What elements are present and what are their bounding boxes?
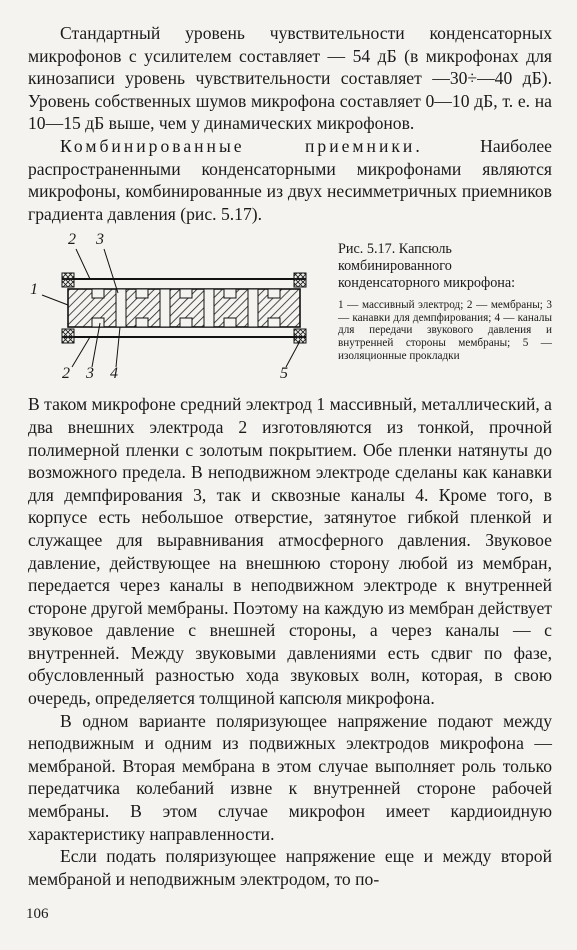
caption-legend: 1 — массивный электрод; 2 — мембраны; 3 — канавки для демпфирования; 4 — каналы для передачи звукового давления и внутренней стороны мембраны; 5 — изоляционные прокладки — [338, 299, 552, 362]
page-body — [28, 22, 552, 890]
paragraph-variant-one: В одном варианте поляризующее напряжение подают между неподвижным и одним из подвижных электродов микрофона — мембраной. Вторая мембрана в этом случае выполняет роль только передатчика колебаний извне к внутренней стороне рабочей мембраны. В этом случае микрофон имеет кардиоидную характеристику направленности. — [28, 710, 552, 844]
capsule-diagram — [28, 231, 328, 387]
page-number: 106 — [26, 906, 49, 922]
paragraph-combined-text: Наиболее распространенными конденсаторными микрофонами являются микрофоны, комбинированные из двух несимметричных приемников градиента давления (рис. 5.17). — [28, 135, 552, 224]
label-left-1: 1 — [30, 281, 38, 299]
label-top-3: 3 — [96, 231, 104, 249]
label-top-2: 2 — [68, 231, 76, 249]
section-heading: Комбинированные приемники. — [60, 135, 423, 156]
caption-title: Рис. 5.17. Капсюль комбинированного конденсаторного микрофона: — [338, 241, 516, 291]
label-bottom-5: 5 — [280, 365, 288, 383]
figure-caption — [338, 237, 552, 387]
paragraph-combined-receivers — [28, 135, 552, 225]
label-bottom-2: 2 — [62, 365, 70, 383]
figure-5-17 — [28, 231, 552, 387]
label-bottom-3: 3 — [86, 365, 94, 383]
label-bottom-4: 4 — [110, 365, 118, 383]
paragraph-description: В таком микрофоне средний электрод 1 массивный, металлический, а два внешних электрода 2 изготовляются из тонкой, прочной полимерной пленки с золотым покрытием. Обе пленки натянуты до возможного предела. В неподвижном электроде сделаны как канавки для демпфирования 3, так и сквозные каналы 4. Кроме того, в корпусе есть небольшое отверстие, затянутое гибкой пленкой и служащее для выравнивания атмосферного давления. Звуковое давление, действующее на внешнюю сторону любой из мембран, передается через каналы в неподвижном электроде к внутренней стороне другой мембраны. Поэтому на каждую из мембран действует звуковое давление с внешней стороны, а через каналы — с внутренней. Между звуковыми давлениями есть сдвиг по фазе, обусловленный разностью хода звуковых волн, которая, в свою очередь, определяется толщиной капсюля микрофона. — [28, 394, 552, 709]
paragraph-variant-two: Если подать поляризующее напряжение еще и между второй мембраной и неподвижным электродом, то по- — [28, 846, 552, 889]
paragraph-sensitivity: Стандартный уровень чувствительности конденсаторных микрофонов с усилителем составляет — 54 дБ (в микрофонах для кинозаписи уровень чувствительности составляет —30÷—40 дБ). Уровень собственных шумов микрофона составляет 0—10 дБ, т. е. на 10—15 дБ выше, чем у динамических микрофонов. — [28, 23, 552, 134]
